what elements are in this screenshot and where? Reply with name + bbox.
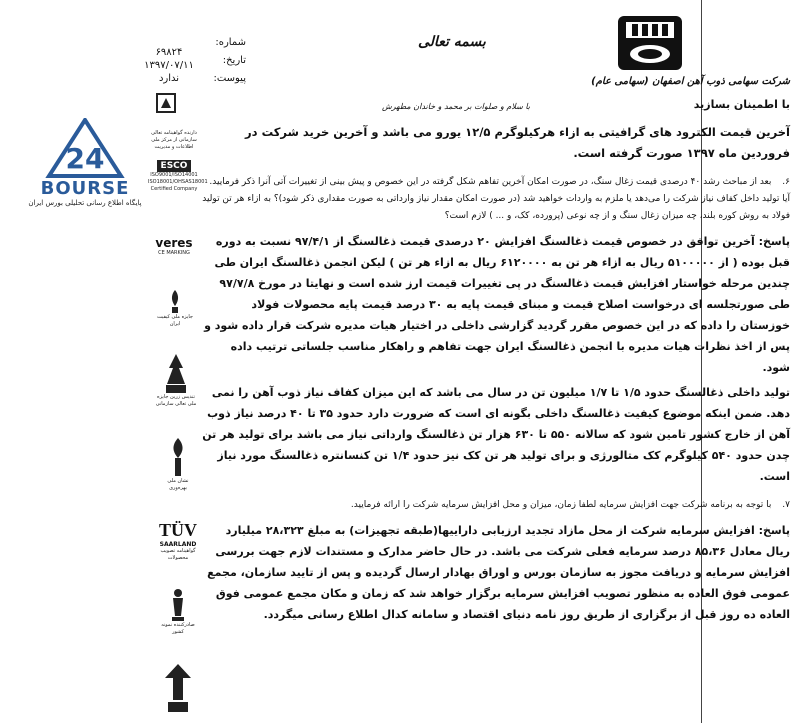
- award-text-4: نشان ملی بهره‌وری: [167, 478, 189, 491]
- tuv-certification: [158, 520, 198, 562]
- letter-body: [200, 122, 790, 625]
- esfahan-steel-logo-icon: [610, 12, 690, 74]
- intro-paragraph: آخرین قیمت الکترود های گرافیتی به ازاء هرکیلوگرم ۱۲/۵ یورو می باشد و آخرین خرید شرکت در فروردین ماه ۱۳۹۷ صورت گرفته است.: [245, 125, 790, 160]
- award-badge-1: [148, 92, 184, 114]
- award-emblem-icon: [155, 92, 177, 114]
- ce-label: CE MARKING: [158, 250, 190, 256]
- award-text-6: صادرکننده نمونه کشور: [161, 622, 195, 635]
- award-text-1: دارنده گواهینامه تعالی سازمانی از مرکز ملی اطلاعات و مدیریت: [151, 130, 197, 150]
- esco-label: ESCO: [157, 160, 192, 172]
- company-logo: [610, 12, 690, 74]
- award-badge-4: [160, 438, 196, 492]
- answer-6-paragraph-2: تولید داخلی ذغالسنگ حدود ۱/۵ تا ۱/۷ میلیون تن در سال می باشد که این میزان کفاف نیاز ذوب آهن را نمی دهد. ضمن اینکه موضوع کیفیت ذغالسنگ داخلی بگونه ای است که ضرورت دارد حدود ۳۵ تا ۴۰ درصد نیاز ذوب آهن از خارج کشور تامین شود که سالانه ۵۵۰ تا ۶۳۰ هزار تن ذغالسنگ وارداتی نیاز می باشد برای تولید هر تن چدن حدود ۵۴۰ کیلوگرم کک متالورژی و برای تولید هر تن کک نیز حدود ۱/۴ تن کنسانتره ذغالسنگ مورد نیاز است.: [202, 386, 790, 483]
- meta-date-value: ۱۳۹۷/۰۷/۱۱: [144, 60, 194, 71]
- award-text-3: تندیس زرین جایزه ملی تعالی سازمانی: [155, 394, 197, 407]
- bourse-triangle-icon: [45, 118, 125, 178]
- esco-certification: [148, 160, 208, 193]
- question-6-text: بعد از مباحث رشد ۴۰ درصدی قیمت زغال سنگ، در صورت امکان آخرین تفاهم شکل گرفته در این خصوص و پیش بینی از تغییرات آتی آنرا ذکر فرمایید. آیا تولید داخل کفاف نیاز شرکت را می‌دهد یا ملزم به واردات خواهید شد (در صورت امکان مقدار نیاز وارداتی به صورت مقداری ذکر شود)؟ به ازاء هر تن تولید فولاد به روش کوره بلند، چه میزان زغال سنگ و از چه نوعی (پرورده، کک، و ... ) لازم است؟: [202, 177, 790, 221]
- letter-meta-labels: [196, 34, 246, 88]
- award-badge-3: [156, 354, 196, 408]
- figure-icon: [170, 588, 186, 622]
- meta-number-label: شماره:: [215, 37, 246, 48]
- question-7-number: ۷.: [782, 500, 790, 510]
- tuv-sub: SAARLAND: [159, 541, 197, 548]
- letter-meta-values: [140, 46, 198, 85]
- meta-attachment-label: پیوست:: [213, 73, 246, 84]
- meta-number-value: ۶۹۸۲۴: [155, 47, 183, 58]
- award-badge-6: [160, 588, 196, 636]
- meta-attachment-value: ندارد: [158, 73, 180, 84]
- question-7-text: با توجه به برنامه شرکت جهت افزایش سرمایه لطفا زمان، میزان و محل افزایش سرمایه شرکت را ارائه فرمایید.: [350, 500, 772, 510]
- award-badge-2: [157, 290, 193, 328]
- question-7: [200, 497, 790, 514]
- iso-text: ISO9001/ISO14001 ISO18001/OHSAS18001 Certified Company: [148, 172, 208, 192]
- bourse-logo: [20, 118, 150, 207]
- award-text-2: جایزه ملی کیفیت ایران: [157, 314, 193, 327]
- question-6-number: ۶.: [782, 177, 790, 187]
- award-text-5: گواهینامه تصویب محصولات: [160, 548, 196, 561]
- veres-label: veres: [155, 236, 193, 250]
- svg-text:24: 24: [65, 142, 105, 175]
- award-badge-7: [158, 664, 198, 714]
- bourse-wordmark: BOURSE: [40, 178, 130, 199]
- trophy-icon: [168, 290, 182, 314]
- company-name: شرکت سهامی ذوب آهن اصفهان (سهامی عام): [591, 76, 790, 87]
- meta-date-label: تاریخ:: [222, 55, 246, 66]
- quality-statue-icon: [163, 664, 193, 714]
- statue-icon: [163, 354, 189, 394]
- company-tagline: با اطمینان بسازید: [693, 98, 790, 111]
- answer-6-paragraph-1: پاسخ: آخرین توافق در خصوص قیمت ذغالسنگ افزایش ۲۰ درصدی قیمت ذغالسنگ از ۹۷/۴/۱ نسبت به دوره قبل بوده ( از ۵۱۰۰۰۰۰ ریال به ازاء هر تن به ۶۱۲۰۰۰۰ ریال به ازاء هر تن ) لیکن انجمن ذغالسنگ ایران طی چندین مرحله خواستار افزایش قیمت ذغالسنگ در پی تغییرات قیمت ارز شده است و نهایتا در مورخ ۹۷/۷/۸ طی صورتجلسه ای درخواست اصلاح قیمت و مبنای قیمت پایه به ۳۰ درصد قیمت پایه محصولات فولاد خوزستان را داده که در این خصوص مقرر گردید گزارشی داخلی در اختیار هیات مدیره شرکت قرار داده شود و پس از اخذ نظرات هیات مدیره با انجمن ذغالسنگ ایران جهت تفاهم و راهکار مناسب جلساتی ترتیب داده شود.: [204, 235, 790, 374]
- basmala: بسمه تعالی: [418, 34, 486, 50]
- torch-icon: [169, 438, 187, 478]
- motto: با سلام و صلوات بر محمد و خاندان مطهرش: [381, 102, 530, 111]
- answer-7-paragraph: پاسخ: افزایش سرمایه شرکت از محل مازاد تجدید ارزیابی داراییها(طبقه تجهیزات) به مبلغ ۲۸،۳۲۳ میلیارد ریال معادل ۸۵،۳۶ درصد سرمایه فعلی شرکت می باشد. در حال حاضر مدارک و مستندات لازم جهت بررسی افزایش سرمایه و دریافت مجوز به سازمان بورس و اوراق بهادار ارسال گردیده و پس از تایید سازمان، مجمع عمومی فوق العاده به منظور تصویب افزایش سرمایه برگزار خواهد شد که زمان و مکان مجمع عمومی فوق العاده ده روز قبل از برگزاری از طریق روز نامه دنیای اقتصاد و سامانه کدال اطلاع رسانی میگردد.: [207, 524, 790, 621]
- bourse-tagline: پایگاه اطلاع رسانی تحلیلی بورس ایران: [28, 199, 142, 207]
- tuv-label: TÜV: [158, 520, 197, 540]
- question-6: [200, 174, 790, 225]
- veres-ce-marking: [154, 236, 194, 257]
